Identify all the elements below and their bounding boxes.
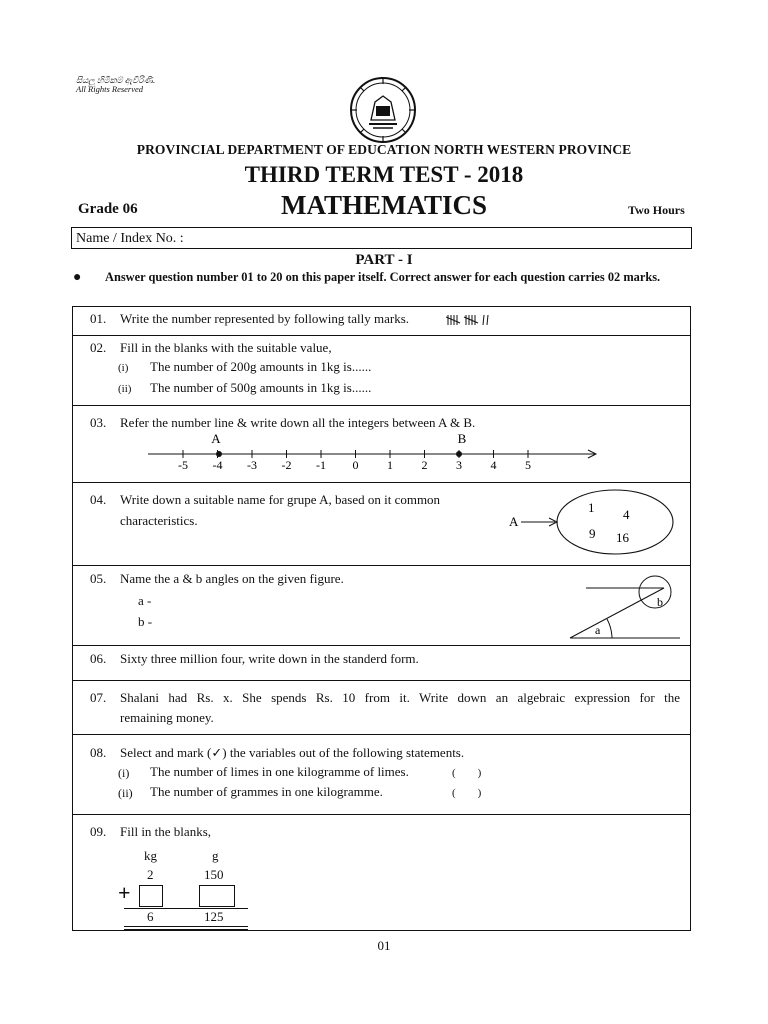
question-number: 08.	[90, 745, 107, 760]
answer-line-b: b -	[138, 614, 153, 629]
point-b-label: B	[457, 431, 467, 446]
plus-sign: +	[118, 880, 131, 905]
sum-line	[124, 908, 248, 909]
tally-marks-icon	[446, 313, 504, 327]
number-line-tick-label: 4	[490, 458, 497, 472]
number-line-tick-label: 5	[525, 458, 531, 472]
question-divider	[72, 405, 691, 406]
question-text: Select and mark (✓) the variables out of the following statements.	[120, 745, 465, 760]
provincial-emblem-icon	[349, 76, 417, 144]
question-divider	[72, 565, 691, 566]
double-underline	[124, 929, 248, 930]
answer-line-a: a -	[138, 593, 152, 608]
copyright-english: All Rights Reserved	[76, 84, 144, 94]
question-text: Fill in the blanks,	[120, 824, 211, 839]
test-title: THIRD TERM TEST - 2018	[244, 162, 524, 187]
answer-bracket[interactable]: ( )	[452, 787, 482, 799]
set-a-diagram	[505, 487, 685, 559]
duration-label: Two Hours	[628, 203, 685, 217]
sub-label: (i)	[118, 362, 129, 374]
number-line-tick-label: -5	[178, 458, 188, 472]
question-number: 06.	[90, 651, 107, 666]
sub-question: The number of 200g amounts in 1kg is......	[150, 359, 372, 374]
sub-question: The number of 500g amounts in 1kg is......	[150, 380, 372, 395]
set-member: 9	[589, 526, 596, 541]
question-number: 03.	[90, 415, 107, 430]
number-line-tick-label: -3	[247, 458, 257, 472]
question-divider	[72, 734, 691, 735]
question-number: 04.	[90, 492, 107, 507]
copyright-sinhala: සියලු හිමිකම් ඇවිරිණි.	[76, 75, 156, 85]
question-text: Refer the number line & write down all the integers between A & B.	[120, 415, 476, 430]
g-value: 150	[204, 867, 224, 882]
question-text: Fill in the blanks with the suitable value,	[120, 340, 332, 355]
question-text: characteristics.	[120, 513, 198, 528]
question-number: 01.	[90, 311, 107, 326]
bullet-icon: ●	[73, 270, 82, 285]
angle-a-label: a	[595, 623, 601, 637]
result-kg: 6	[147, 909, 154, 924]
question-number: 07.	[90, 690, 107, 705]
number-line-tick-label: 3	[456, 458, 462, 472]
kg-blank-box[interactable]	[139, 885, 163, 907]
question-divider	[72, 814, 691, 815]
subject-title: MATHEMATICS	[280, 190, 487, 220]
question-number: 02.	[90, 340, 107, 355]
result-g: 125	[204, 909, 224, 924]
question-text: remaining money.	[120, 710, 214, 725]
page-number: 01	[377, 938, 391, 953]
number-line-tick-label: 1	[387, 458, 393, 472]
grade-label: Grade 06	[78, 201, 138, 217]
question-text: Shalani had Rs. x. She spends Rs. 10 from it. Write down an algebraic expression for the	[120, 690, 680, 705]
name-index-field[interactable]	[71, 227, 692, 249]
instructions: Answer question number 01 to 20 on this paper itself. Correct answer for each question carries 02 marks.	[105, 270, 661, 284]
sub-label: (i)	[118, 766, 130, 780]
question-text: Write the number represented by following tally marks.	[120, 311, 410, 326]
sub-label: (ii)	[118, 383, 132, 395]
question-number: 05.	[90, 571, 107, 586]
kg-value: 2	[147, 867, 154, 882]
question-divider	[72, 645, 691, 646]
point-b-marker	[456, 451, 462, 457]
question-text: Name the a & b angles on the given figure.	[120, 571, 344, 586]
checkmark-icon: ✓	[211, 745, 223, 760]
department-title: PROVINCIAL DEPARTMENT OF EDUCATION NORTH WESTERN PROVINCE	[136, 142, 632, 157]
question-number: 09.	[90, 824, 107, 839]
number-line-tick-label: 2	[421, 458, 428, 472]
sub-question: The number of grammes in one kilogramme.	[150, 784, 383, 799]
question-text: Sixty three million four, write down in the standerd form.	[120, 651, 419, 666]
set-member: 16	[616, 530, 629, 545]
set-member: 4	[623, 507, 630, 522]
angles-figure	[566, 570, 684, 642]
double-underline	[124, 926, 248, 927]
number-line-tick-label: 0	[352, 458, 359, 472]
g-column-header: g	[212, 848, 219, 863]
point-a-marker	[216, 451, 222, 457]
number-line-tick-label: -2	[281, 458, 292, 472]
question-divider	[72, 335, 691, 336]
sub-label: (ii)	[118, 786, 133, 800]
part-title: PART - I	[355, 252, 413, 268]
copyright-notice	[76, 76, 155, 94]
number-line-ticks	[178, 450, 531, 472]
question-divider	[72, 482, 691, 483]
sub-question: The number of limes in one kilogramme of limes.	[150, 764, 409, 779]
g-blank-box[interactable]	[199, 885, 235, 907]
question-text: Write down a suitable name for grupe A, based on it common	[120, 492, 441, 507]
set-a-label: A	[509, 514, 519, 529]
angle-b-label: b	[657, 595, 663, 609]
answer-bracket[interactable]: ( )	[452, 767, 482, 779]
kg-column-header: kg	[144, 848, 157, 863]
number-line	[140, 430, 610, 474]
number-line-tick-label: -1	[316, 458, 326, 472]
number-line-tick-label: -4	[212, 458, 223, 472]
name-index-label: Name / Index No. :	[76, 231, 184, 246]
set-member: 1	[588, 500, 595, 515]
question-divider	[72, 680, 691, 681]
point-a-label: A	[211, 431, 221, 446]
